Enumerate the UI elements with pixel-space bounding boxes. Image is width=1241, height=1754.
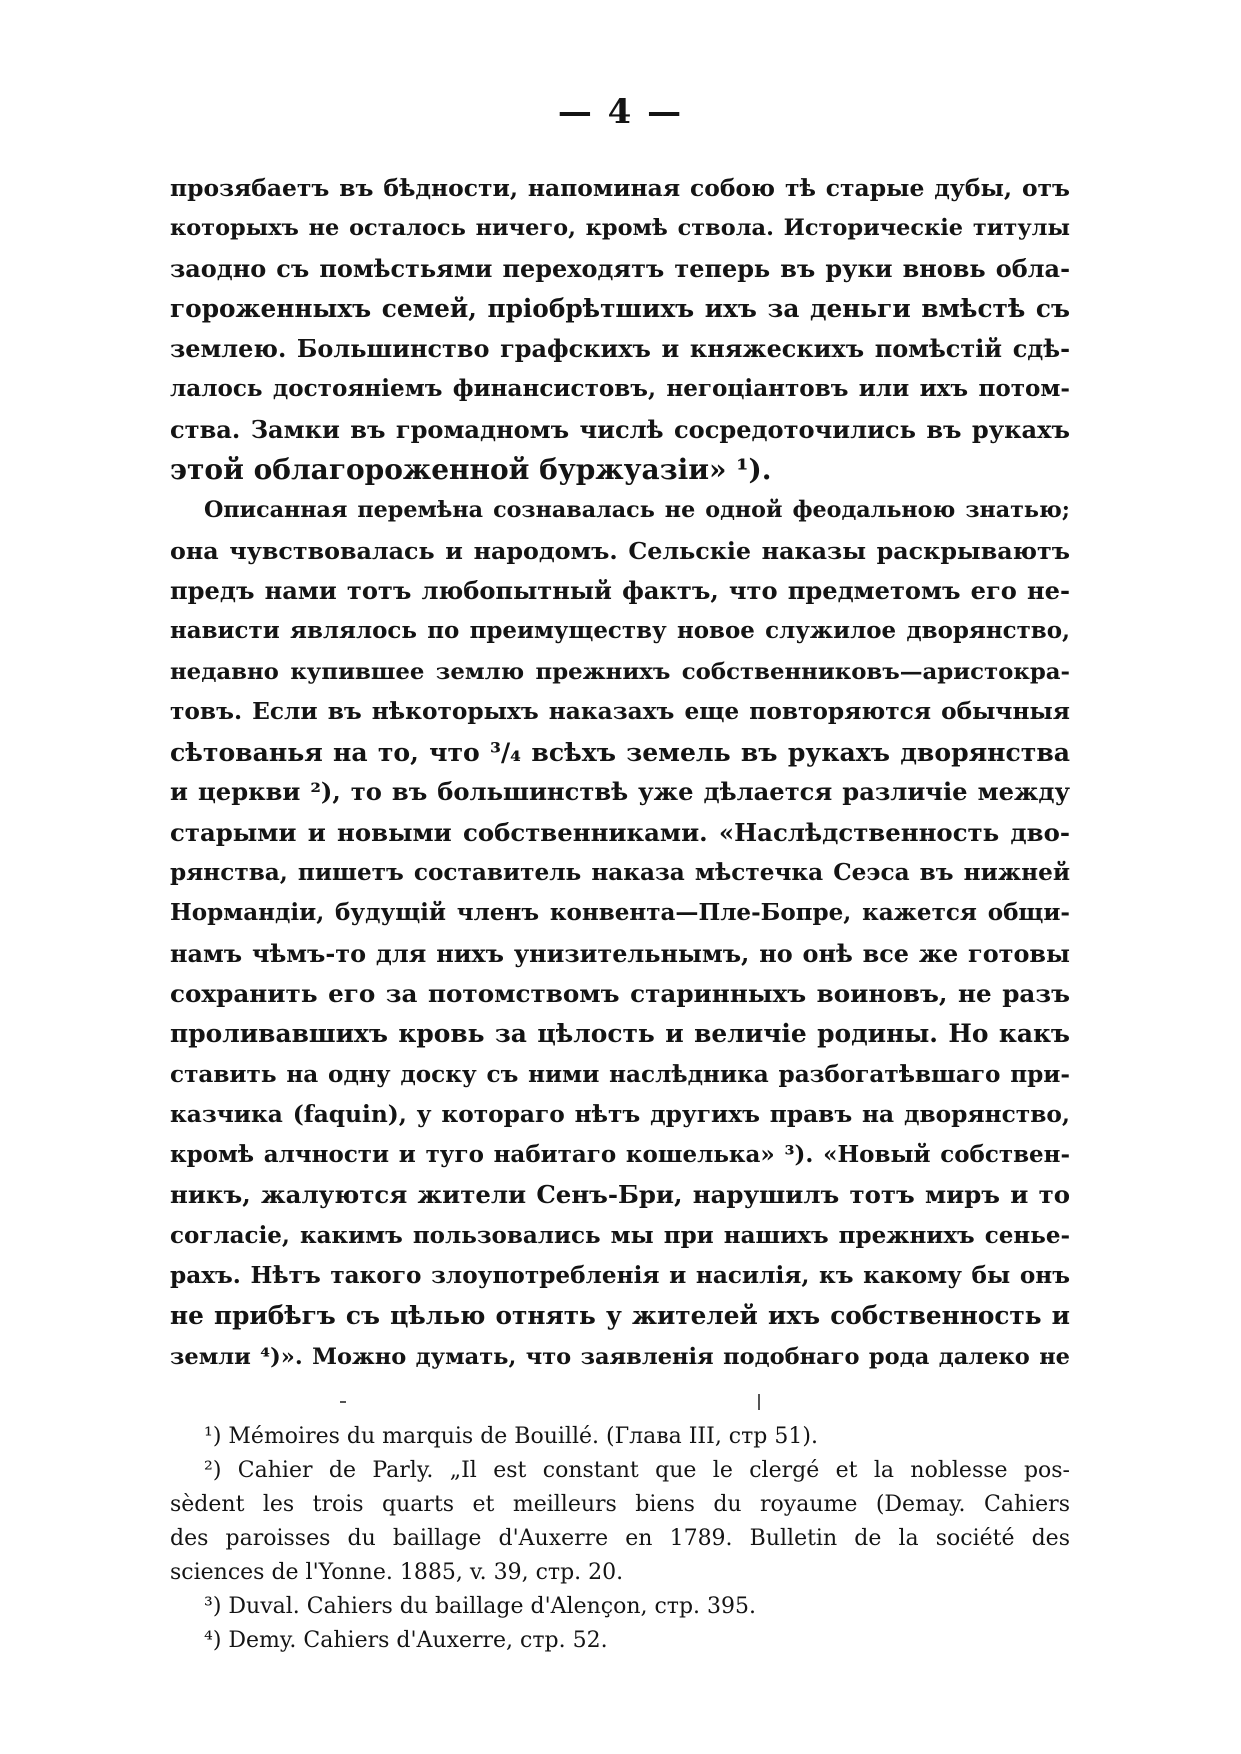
text-line: сохранить его за потомствомъ старинныхъ воиновъ, не разъ xyxy=(170,978,1070,1008)
text-line: намъ чѣмъ-то для нихъ унизительнымъ, но онѣ все же готовы xyxy=(170,939,1070,968)
text-line: предъ нами тотъ любопытный фактъ, что предметомъ его не- xyxy=(170,575,1070,605)
footnotes xyxy=(170,1420,1070,1658)
footnote-2-line: des paroisses du baillage d'Auxerre en 1789. Bulletin de la société des xyxy=(170,1526,1070,1551)
text-line: и церкви ²), то въ большинствѣ уже дѣлается различіе между xyxy=(170,777,1070,807)
footnote-2: ²) Cahier de Parly. „Il est constant que le clergé et la noblesse pos- xyxy=(204,1458,1070,1483)
text-line: ства. Замки въ громадномъ числѣ сосредоточились въ рукахъ xyxy=(170,414,1070,444)
text-line: Нормандіи, будущій членъ конвента—Пле-Бопре, кажется общи- xyxy=(170,899,1070,927)
text-line: кромѣ алчности и туго набитаго кошелька» ³). «Новый собствен- xyxy=(170,1141,1070,1169)
text-line: рахъ. Нѣтъ такого злоупотребленія и насилія, къ какому бы онъ xyxy=(170,1262,1070,1290)
paragraph-2 xyxy=(170,490,1070,1377)
text-line: которыхъ не осталось ничего, кромѣ ствола. Историческіе титулы xyxy=(170,215,1070,242)
text-line: землею. Большинство графскихъ и княжескихъ помѣстій сдѣ- xyxy=(170,335,1070,364)
text-line: казчика (faquin), у котораго нѣтъ другихъ правъ на дворянство, xyxy=(170,1100,1070,1128)
text-line: она чувствовалась и народомъ. Сельскіе наказы раскрываютъ xyxy=(170,536,1070,565)
page-number: — 4 — xyxy=(557,92,684,132)
separator-dash xyxy=(340,1401,346,1403)
text-line: нависти являлось по преимуществу новое служилое дворянство, xyxy=(170,617,1070,645)
text-line: прозябаетъ въ бѣдности, напоминая собою тѣ старые дубы, отъ xyxy=(170,174,1070,202)
text-line: сѣтованья на то, что ³/₄ всѣхъ земель въ рукахъ дворянства xyxy=(170,737,1070,768)
text-line: товъ. Если въ нѣкоторыхъ наказахъ еще повторяются обычныя xyxy=(170,697,1070,725)
footnote-3: ³) Duval. Cahiers du baillage d'Alençon, стр. 395. xyxy=(204,1594,757,1619)
separator-tick xyxy=(758,1394,760,1410)
text-line: никъ, жалуются жители Сенъ-Бри, нарушилъ тотъ миръ и то xyxy=(170,1180,1070,1210)
text-line: гороженныхъ семей, пріобрѣтшихъ ихъ за деньги вмѣстѣ съ xyxy=(170,293,1070,323)
text-line: рянства, пишетъ составитель наказа мѣстечка Сеэса въ нижней xyxy=(170,859,1070,887)
text-line: проливавшихъ кровь за цѣлость и величіе родины. Но какъ xyxy=(170,1019,1070,1049)
text-line: согласіе, какимъ пользовались мы при нашихъ прежнихъ сенье- xyxy=(170,1221,1070,1249)
text-line: ставить на одну доску съ ними наслѣдника разбогатѣвшаго при- xyxy=(170,1060,1070,1088)
footnote-separator xyxy=(0,1392,1241,1412)
footnote-4: ⁴) Demy. Cahiers d'Auxerre, стр. 52. xyxy=(204,1628,608,1653)
text-line: земли ⁴)». Можно думать, что заявленія подобнаго рода далеко не xyxy=(170,1343,1070,1370)
text-line: этой облагороженной буржуазіи» ¹). xyxy=(170,453,772,487)
text-line: лалось достояніемъ финансистовъ, негоціантовъ или ихъ потом- xyxy=(170,375,1070,403)
text-line: Описанная перемѣна сознавалась не одной феодальною знатью; xyxy=(204,497,1070,524)
footnote-1: ¹) Mémoires du marquis de Bouillé. (Глава III, стр 51). xyxy=(204,1424,818,1449)
text-line: не прибѣгъ съ цѣлью отнять у жителей ихъ собственность и xyxy=(170,1301,1070,1331)
footnote-2-line: sèdent les trois quarts et meilleurs biens du royaume (Demay. Cahiers xyxy=(170,1492,1070,1517)
text-line: заодно съ помѣстьями переходятъ теперь въ руки вновь обла- xyxy=(170,254,1070,283)
text-line: старыми и новыми собственниками. «Наслѣдственность дво- xyxy=(170,817,1070,847)
main-text xyxy=(170,168,1070,1377)
paragraph-1 xyxy=(170,168,1070,490)
footnote-2-line: sciences de l'Yonne. 1885, v. 39, стр. 20. xyxy=(170,1560,624,1585)
text-line: недавно купившее землю прежнихъ собственниковъ—аристокра- xyxy=(170,658,1070,685)
